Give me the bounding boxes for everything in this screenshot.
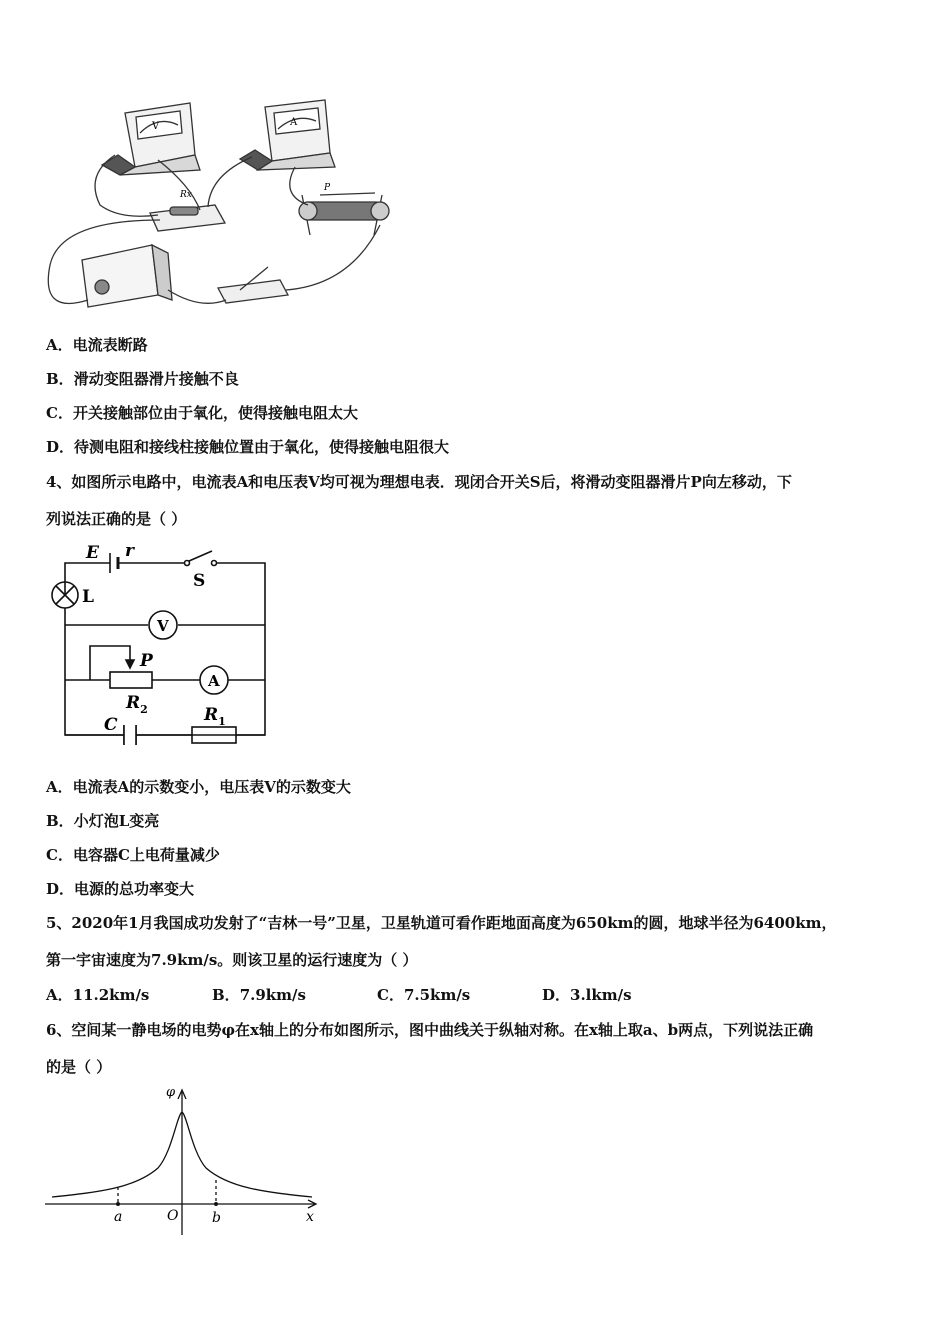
label-E: E [86, 543, 99, 563]
q5-option-a: A．11.2km/s [46, 986, 150, 1004]
resistor-label: Rx [180, 190, 192, 200]
label-V: V [157, 617, 169, 635]
circuit-diagram [40, 538, 280, 748]
q5-option-d: D．3.lkm/s [542, 986, 632, 1004]
q5-stem-line1: 5、2020年1月我国成功发射了“吉林一号”卫星，卫星轨道可看作距地面高度为650km的圆，地球半径为6400km， [46, 914, 837, 932]
a-label: a [114, 1209, 123, 1225]
label-R2: $R_2$ [126, 693, 148, 716]
q3-option-d: D．待测电阻和接线柱接触位置由于氧化，使得接触电阻很大 [46, 438, 450, 456]
b-label: b [212, 1210, 221, 1226]
q3-option-a: A．电流表断路 [46, 336, 148, 354]
apparatus-figure [40, 95, 410, 320]
ammeter-label: A [290, 117, 298, 128]
q5-option-c: C．7.5km/s [377, 986, 471, 1004]
q4-option-c: C．电容器C上电荷量减少 [46, 846, 220, 864]
origin-label: O [167, 1208, 179, 1224]
voltmeter-label: V [152, 121, 160, 132]
q6-stem-line2: 的是（ ） [46, 1058, 112, 1076]
q4-stem-line1: 4、如图所示电路中，电流表A和电压表V均可视为理想电表．现闭合开关S后，将滑动变阻器滑片P向左移动，下 [46, 473, 792, 491]
label-r: r [125, 541, 134, 561]
q5-option-b: B．7.9km/s [212, 986, 306, 1004]
phi-label: φ [166, 1085, 176, 1100]
potential-graph [40, 1080, 330, 1240]
label-C: C [104, 715, 118, 735]
q3-option-c: C．开关接触部位由于氧化，使得接触电阻太大 [46, 404, 358, 422]
q3-option-b: B．滑动变阻器滑片接触不良 [46, 370, 239, 388]
q5-stem-line2: 第一宇宙速度为7.9km/s。则该卫星的运行速度为（ ） [46, 951, 418, 969]
q4-stem-line2: 列说法正确的是（ ） [46, 510, 187, 528]
q6-stem-line1: 6、空间某一静电场的电势φ在x轴上的分布如图所示，图中曲线关于纵轴对称。在x轴上取a、b两点，下列说法正确 [46, 1021, 814, 1039]
q4-option-d: D．电源的总功率变大 [46, 880, 195, 898]
x-label: x [306, 1209, 314, 1225]
q4-option-b: B．小灯泡L变亮 [46, 812, 160, 830]
label-A: A [208, 672, 220, 690]
label-L: L [82, 587, 94, 607]
slider-label: P [324, 183, 331, 193]
label-P: P [140, 651, 153, 671]
label-R1: $R_1$ [204, 705, 226, 728]
q4-option-a: A．电流表A的示数变小，电压表V的示数变大 [46, 778, 351, 796]
label-S: S [193, 571, 206, 591]
